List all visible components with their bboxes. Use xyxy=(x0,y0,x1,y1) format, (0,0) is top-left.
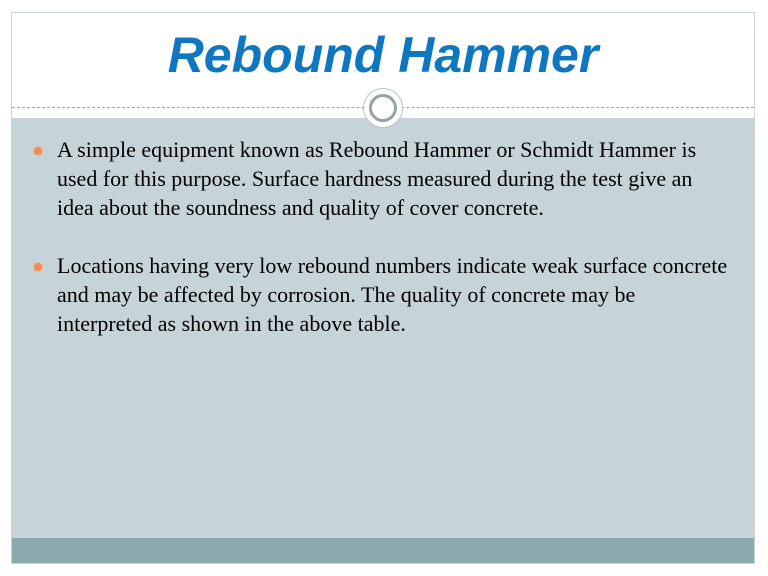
bullet-dot-icon xyxy=(34,263,42,271)
bullet-item xyxy=(34,135,734,222)
bullet-dot-icon xyxy=(34,147,42,155)
bullet-item xyxy=(34,251,734,338)
circle-ornament-icon xyxy=(363,88,403,128)
bullet-list xyxy=(34,135,734,367)
slide-title: Rebound Hammer xyxy=(167,27,599,83)
ring-icon xyxy=(369,94,397,122)
bullet-text: A simple equipment known as Rebound Hammer or Schmidt Hammer is used for this purpose. Surface hardness measured during the test give an idea about the soundness and quality of cover concrete. xyxy=(57,137,697,220)
slide xyxy=(11,12,755,564)
bullet-text: Locations having very low rebound numbers indicate weak surface concrete and may be affected by corrosion. The quality of concrete may be interpreted as shown in the above table. xyxy=(57,253,728,336)
footer-bar xyxy=(12,538,754,563)
